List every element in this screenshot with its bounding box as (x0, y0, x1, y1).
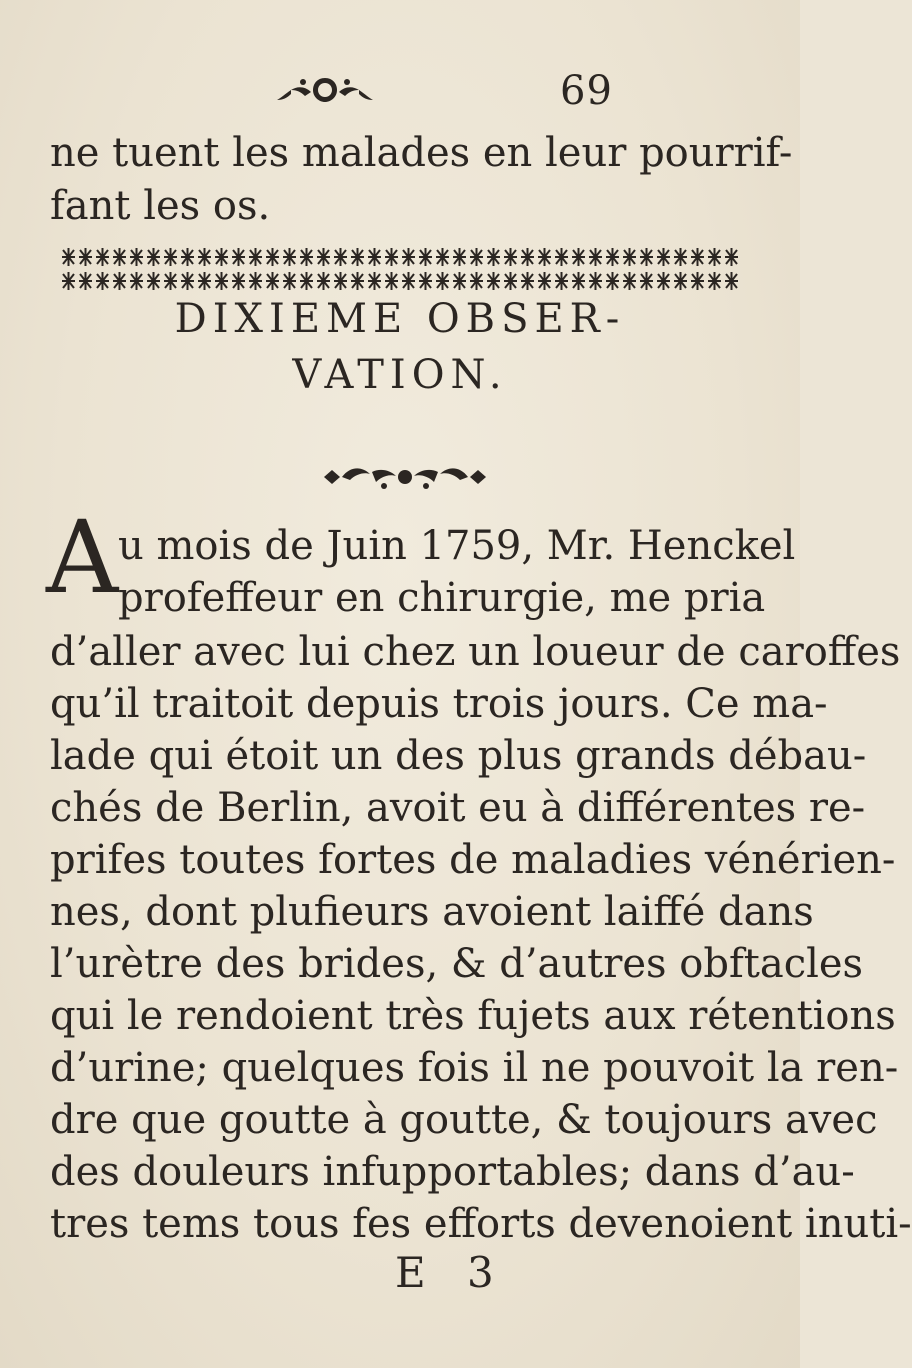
page-number: 69 (560, 68, 613, 114)
text-line: profeffeur en chirurgie, me pria (118, 575, 766, 621)
text-line: tres tems tous fes efforts devenoient inuti- (50, 1201, 912, 1247)
text-line: qu’il traitoit depuis trois jours. Ce ma- (50, 681, 828, 727)
text-line: u mois de Juin 1759, Mr. Henckel (118, 523, 796, 569)
page-header (0, 62, 800, 122)
text-line: d’urine; quelques fois il ne pouvoit la ren- (50, 1045, 899, 1091)
text-line: prifes toutes fortes de maladies vénérien- (50, 837, 896, 883)
text-line: des douleurs infupportables; dans d’au- (50, 1149, 855, 1195)
text-line: l’urètre des brides, & d’autres obftacles (50, 941, 864, 987)
text-line: lade qui étoit un des plus grands débau- (50, 733, 867, 779)
text-line: chés de Berlin, avoit eu à différentes re- (50, 785, 866, 831)
drop-cap: A (46, 499, 119, 616)
small-fleuron-icon (320, 460, 490, 494)
signature-mark: E 3 (395, 1248, 508, 1297)
text-line: fant les os. (50, 183, 271, 229)
section-heading-line2: VATION. (292, 352, 508, 398)
section-heading-line1: DIXIEME OBSER- (174, 296, 626, 342)
text-line: d’aller avec lui chez un loueur de caroffes (50, 629, 901, 675)
ornamental-rule-icon (60, 244, 740, 294)
text-line: ne tuent les malades en leur pourrif- (50, 130, 793, 176)
text-line: nes, dont plufieurs avoient laiffé dans (50, 889, 814, 935)
fleuron-icon (275, 70, 375, 110)
text-line: dre que goutte à goutte, & toujours avec (50, 1097, 878, 1143)
text-line: qui le rendoient très fujets aux rétentions (50, 993, 896, 1039)
